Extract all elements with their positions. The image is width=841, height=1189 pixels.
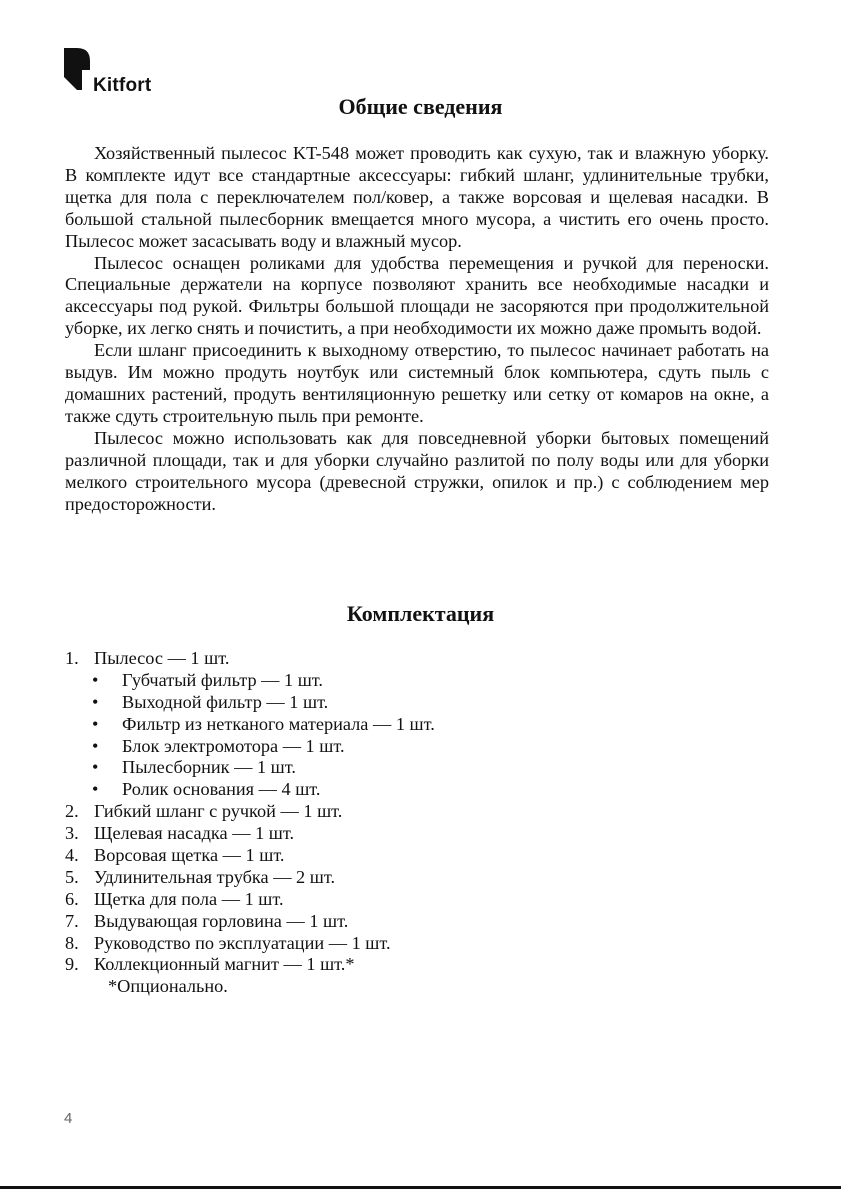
item-text: Ролик основания — 4 шт.: [122, 779, 321, 800]
bullet: •: [92, 779, 99, 800]
paragraph: Пылесос оснащен роликами для удобства перемещения и ручкой для переноски. Специальные держатели на корпусе позволяют хранить все необходимые насадки и аксессуары под рукой. Фильтры большой площади не засоряются при продолжительной уборке, их легко снять и почистить, а при необходимости их можно даже промыть водой.: [65, 252, 769, 339]
sub-list-item: [65, 670, 769, 692]
list-item: [65, 867, 769, 889]
kitfort-logo-mark-icon: [64, 48, 90, 90]
bullet: •: [92, 713, 99, 734]
paragraph: Пылесос можно использовать как для повседневной уборки бытовых помещений различной площади, так и для уборки случайно разлитой по полу воды или для уборки мелкого строительного мусора (древесной стружки, опилок и пр.) с соблюдением мер предосторожности.: [65, 427, 769, 514]
sub-list-item: [65, 736, 769, 758]
kitfort-logo: [64, 48, 174, 94]
item-text: Удлинительная трубка — 2 шт.: [94, 866, 336, 887]
list-item: [65, 911, 769, 933]
paragraph: Если шланг присоединить к выходному отверстию, то пылесос начинает работать на выдув. Им можно продуть ноутбук или системный блок компьютера, сдуть пыль с домашних растений, продуть вентиляционную решетку или сетку от комаров на окне, а также сдуть строительную пыль при ремонте.: [65, 340, 769, 426]
item-number: 9.: [65, 954, 79, 975]
item-text: Выдувающая горловина — 1 шт.: [94, 910, 349, 931]
item-number: 3.: [65, 823, 79, 844]
item-text: Выходной фильтр — 1 шт.: [122, 691, 329, 712]
item-number: 8.: [65, 932, 79, 953]
item-text: Пылесос — 1 шт.: [94, 648, 230, 668]
item-text: Ворсовая щетка — 1 шт.: [94, 845, 285, 866]
item-text: Пылесборник — 1 шт.: [122, 757, 296, 778]
package-contents-heading: Комплектация: [346, 601, 495, 626]
package-contents-list: [65, 648, 769, 998]
item-text: Руководство по эксплуатации — 1 шт.: [94, 932, 391, 953]
page-number: 4: [64, 1110, 73, 1127]
list-item: [65, 954, 769, 976]
list-item: [65, 823, 769, 845]
sub-list-item: [65, 692, 769, 714]
item-text: Щелевая насадка — 1 шт.: [94, 823, 295, 844]
paragraph: Хозяйственный пылесос KT-548 может проводить как сухую, так и влажную уборку. В комплекте идут все стандартные аксессуары: гибкий шланг, удлинительные трубки, щетка для пола с переключателем пол/ковер, а также ворсовая и щелевая насадки. В большой стальной пылесборник вмещается много мусора, а чистить его очень просто. Пылесос может засасывать воду и влажный мусор.: [65, 143, 769, 251]
item-number: 2.: [65, 801, 79, 822]
bullet: •: [92, 735, 99, 756]
item-number: 5.: [65, 866, 79, 887]
list-item: [65, 889, 769, 911]
brand-name: Kitfort: [93, 75, 152, 96]
item-number: 7.: [65, 910, 79, 931]
sub-list-item: [65, 779, 769, 801]
item-text: Фильтр из нетканого материала — 1 шт.: [122, 713, 435, 734]
general-info-heading: Общие сведения: [338, 94, 503, 119]
item-number: 1.: [65, 648, 79, 668]
note-text: *Опционально.: [108, 976, 228, 997]
sub-list-item: [65, 757, 769, 779]
bullet: •: [92, 669, 99, 690]
sub-list-item: [65, 714, 769, 736]
list-item: [65, 648, 769, 670]
item-text: Коллекционный магнит — 1 шт.*: [94, 954, 355, 975]
list-item: [65, 801, 769, 823]
item-text: Губчатый фильтр — 1 шт.: [122, 669, 323, 690]
general-info-text: [65, 143, 769, 515]
item-number: 6.: [65, 888, 79, 909]
item-text: Гибкий шланг с ручкой — 1 шт.: [94, 801, 343, 822]
item-text: Щетка для пола — 1 шт.: [94, 888, 284, 909]
optional-note: [65, 976, 769, 998]
list-item: [65, 933, 769, 955]
item-number: 4.: [65, 845, 79, 866]
bullet: •: [92, 691, 99, 712]
list-item: [65, 845, 769, 867]
bullet: •: [92, 757, 99, 778]
item-text: Блок электромотора — 1 шт.: [122, 735, 345, 756]
